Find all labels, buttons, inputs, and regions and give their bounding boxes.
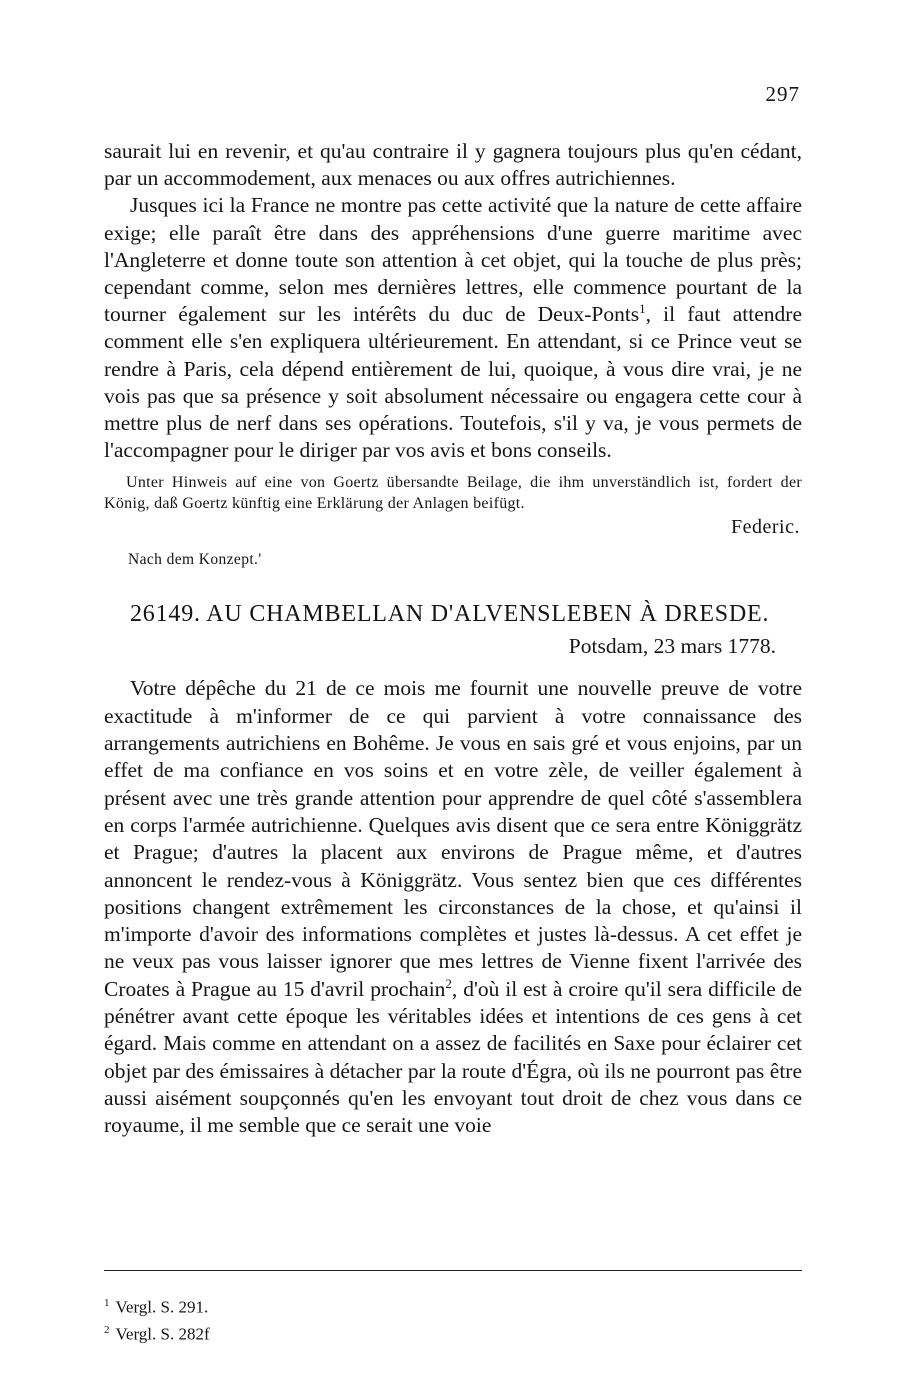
footnote-text: Vergl. S. 291. bbox=[115, 1297, 209, 1317]
paragraph-2 bbox=[104, 192, 802, 464]
letter-body-text-a: Votre dépêche du 21 de ce mois me fournit une nouvelle preuve de votre exactitude à m'informer de ce qui parvient à votre connaissance des arrangements autrichiens en Bohême. Je vous en sais gré et vous enjoins, par un effet de ma confiance en vos soins et en votre zèle, de veiller également à présent avec une très grande attention pour apprendre de quel côté s'assemblera en corps l'armée autrichienne. Quelques avis disent que ce sera entre Königgrätz et Prague; d'autres la placent aux environs de Prague même, et d'autres annoncent le rendez-vous à Königgrätz. Vous sentez bien que ces différentes positions changent extrêmement les circonstances de la chose, et qu'ainsi il m'importe d'avoir des informations complètes et justes là-dessus. A cet effet je ne veux pas vous laisser ignorer que mes lettres de Vienne fixent l'arrivée des Croates à Prague au 15 d'avril prochain bbox=[104, 676, 802, 1001]
footnote-text: Vergl. S. 282f bbox=[115, 1324, 210, 1344]
page-body bbox=[104, 138, 802, 1139]
letter-body-text-b: , d'où il est à croire qu'il sera difficile de pénétrer avant cette époque les véritables idées et intentions de ces gens à cet égard. Mais comme en attendant on a assez de facilités en Saxe pour éclairer cet objet par des émissaires à détacher par la route d'Égra, où ils ne pourront pas être aussi aisément soupçonnés qu'en les envoyant tout droit de chez vous dans ce royaume, il me semble que ce serait une voie bbox=[104, 976, 802, 1138]
source-note: Nach dem Konzept.' bbox=[128, 551, 262, 569]
letter-heading: 26149. AU CHAMBELLAN D'ALVENSLEBEN À DRESDE. bbox=[130, 601, 770, 628]
footnote-ref-1: 1 bbox=[639, 301, 646, 317]
footnote-1 bbox=[104, 1292, 210, 1319]
footnote-ref-2: 2 bbox=[445, 975, 452, 991]
footnote-2 bbox=[104, 1319, 210, 1346]
letter-dateline: Potsdam, 23 mars 1778. bbox=[568, 634, 776, 659]
editorial-note: Unter Hinweis auf eine von Goertz übersandte Beilage, die ihm unverständlich ist, fordert der König, daß Goertz künftig eine Erklärung der Anlagen beifügt. bbox=[104, 474, 802, 513]
footnotes bbox=[104, 1292, 210, 1345]
paragraph-2-text-a: Jusques ici la France ne montre pas cette activité que la nature de cette affaire exige; elle paraît être dans des appréhensions d'une guerre maritime avec l'Angleterre et donne toute son attention à cet objet, qui la touche de plus près; cependant comme, selon mes dernières lettres, elle commence pourtant de la tourner également sur les intérêts du duc de Deux-Ponts bbox=[104, 193, 802, 327]
footnote-divider bbox=[104, 1270, 802, 1271]
page-number: 297 bbox=[765, 82, 800, 106]
paragraph-1: saurait lui en revenir, et qu'au contraire il y gagnera toujours plus qu'en cédant, par un accommodement, aux menaces ou aux offres autrichiennes. bbox=[104, 139, 802, 191]
footnote-number: 1 bbox=[104, 1297, 110, 1309]
footnote-number: 2 bbox=[104, 1323, 110, 1336]
signature: Federic. bbox=[731, 516, 800, 539]
paragraph-2-text-b: , il faut attendre comment elle s'en expliquera ultérieurement. En attendant, si ce Prince veut se rendre à Paris, cela dépend entièrement de lui, quoique, à vous dire vrai, je ne vois pas que sa présence y soit absolument nécessaire ou engagera cette cour à mettre plus de nerf dans ses opérations. Toutefois, s'il y va, je vous permets de l'accompagner pour le diriger par vos avis et bons conseils. bbox=[104, 302, 803, 463]
letter-body bbox=[104, 675, 802, 1139]
